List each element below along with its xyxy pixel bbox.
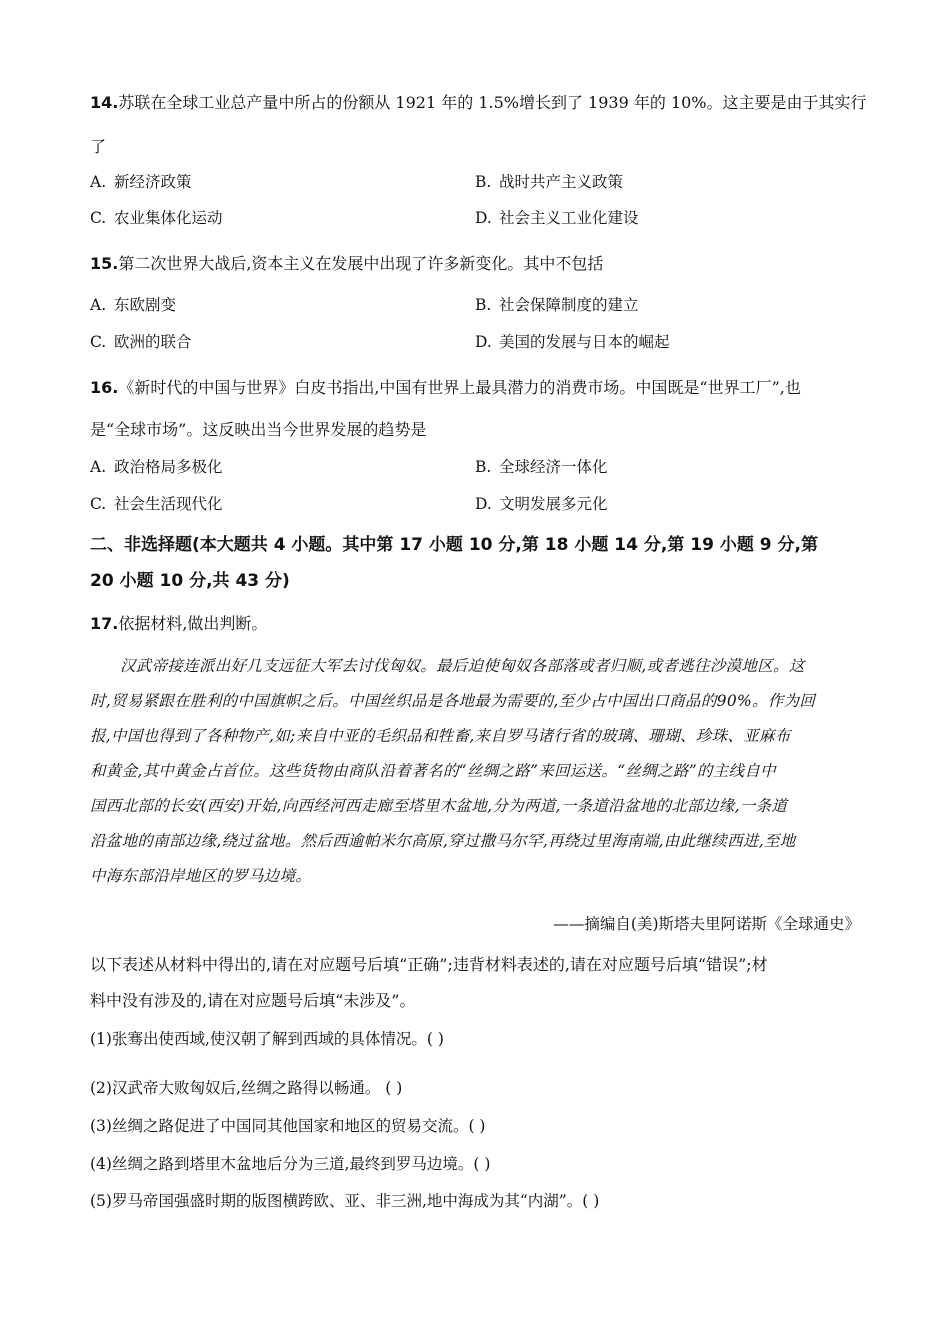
- question-15-option-b: B. 社会保障制度的建立: [475, 296, 639, 314]
- section-2-heading-line2: 20 小题 10 分,共 43 分): [90, 571, 290, 591]
- question-15-stem: 第二次世界大战后,资本主义在发展中出现了许多新变化。其中不包括: [118, 254, 604, 273]
- question-17-title: 17.依据材料,做出判断。: [90, 614, 268, 633]
- question-16-line1: [90, 375, 801, 398]
- material-source: ——摘编自(美)斯塔夫里阿诺斯《全球通史》: [553, 915, 860, 933]
- question-16-number: 16.: [90, 378, 119, 397]
- question-14-option-d: D. 社会主义工业化建设: [475, 209, 639, 227]
- question-16-option-c: C. 社会生活现代化: [90, 495, 223, 513]
- question-14-line1: [90, 90, 867, 113]
- question-14-option-c: C. 农业集体化运动: [90, 209, 223, 227]
- question-17-instruction-line1: 以下表述从材料中得出的,请在对应题号后填“正确”;违背材料表述的,请在对应题号后填“错误”;材: [90, 955, 768, 974]
- question-17-item-5: (5)罗马帝国强盛时期的版图横跨欧、亚、非三洲,地中海成为其“内湖”。( ): [90, 1192, 600, 1210]
- question-15-option-d: D. 美国的发展与日本的崛起: [475, 333, 670, 351]
- material-line-5: 国西北部的长安(西安)开始,向西经河西走廊至塔里木盆地,分为两道,一条道沿盆地的北部边缘,一条道: [90, 797, 788, 815]
- question-15-option-a: A. 东欧剧变: [90, 296, 177, 314]
- question-15-line1: [90, 251, 603, 274]
- section-2-heading-line1: 二、非选择题(本大题共 4 小题。其中第 17 小题 10 分,第 18 小题 14 分,第 19 小题 9 分,第: [90, 535, 818, 555]
- question-16-option-b: B. 全球经济一体化: [475, 458, 608, 476]
- question-14-option-a: A. 新经济政策: [90, 173, 192, 191]
- material-line-1: 汉武帝接连派出好几支远征大军去讨伐匈奴。最后迫使匈奴各部落或者归顺,或者逃往沙漠地区。这: [120, 657, 805, 675]
- material-line-4: 和黄金,其中黄金占首位。这些货物由商队沿着著名的“丝绸之路”来回运送。“丝绸之路”的主线自中: [90, 762, 776, 780]
- question-14-number: 14.: [90, 93, 119, 112]
- material-line-6: 沿盆地的南部边缘,绕过盆地。然后西逾帕米尔高原,穿过撒马尔罕,再绕过里海南端,由此继续西进,至地: [90, 832, 796, 850]
- question-17-instruction-line2: 料中没有涉及的,请在对应题号后填“未涉及”。: [90, 991, 416, 1010]
- question-17-item-4: (4)丝绸之路到塔里木盆地后分为三道,最终到罗马边境。( ): [90, 1155, 491, 1173]
- question-14-stem: 苏联在全球工业总产量中所占的份额从 1921 年的 1.5%增长到了 1939 年的 10%。这主要是由于其实行: [118, 93, 867, 112]
- question-16-option-d: D. 文明发展多元化: [475, 495, 608, 513]
- question-14-option-b: B. 战时共产主义政策: [475, 173, 624, 191]
- question-17-item-1: (1)张骞出使西域,使汉朝了解到西域的具体情况。( ): [90, 1030, 444, 1048]
- question-16-stem: 《新时代的中国与世界》白皮书指出,中国有世界上最具潜力的消费市场。中国既是“世界工厂”,也: [118, 378, 801, 397]
- question-16-line2: 是“全球市场”。这反映出当今世界发展的趋势是: [90, 420, 427, 439]
- material-line-7: 中海东部沿岸地区的罗马边境。: [90, 867, 312, 885]
- question-17-number: 17.: [90, 614, 119, 633]
- question-15-option-c: C. 欧洲的联合: [90, 333, 192, 351]
- question-17-item-3: (3)丝绸之路促进了中国同其他国家和地区的贸易交流。( ): [90, 1117, 486, 1135]
- question-17-item-2: (2)汉武帝大败匈奴后,丝绸之路得以畅通。 ( ): [90, 1079, 403, 1097]
- question-16-option-a: A. 政治格局多极化: [90, 458, 223, 476]
- material-line-2: 时,贸易紧跟在胜利的中国旗帜之后。中国丝织品是各地最为需要的,至少占中国出口商品的90%。作为回: [90, 692, 816, 710]
- question-14-line2: 了: [90, 137, 107, 156]
- material-line-3: 报,中国也得到了各种物产,如;来自中亚的毛织品和牲畜,来自罗马诸行省的玻璃、珊瑚、珍珠、亚麻布: [90, 727, 791, 745]
- question-15-number: 15.: [90, 254, 119, 273]
